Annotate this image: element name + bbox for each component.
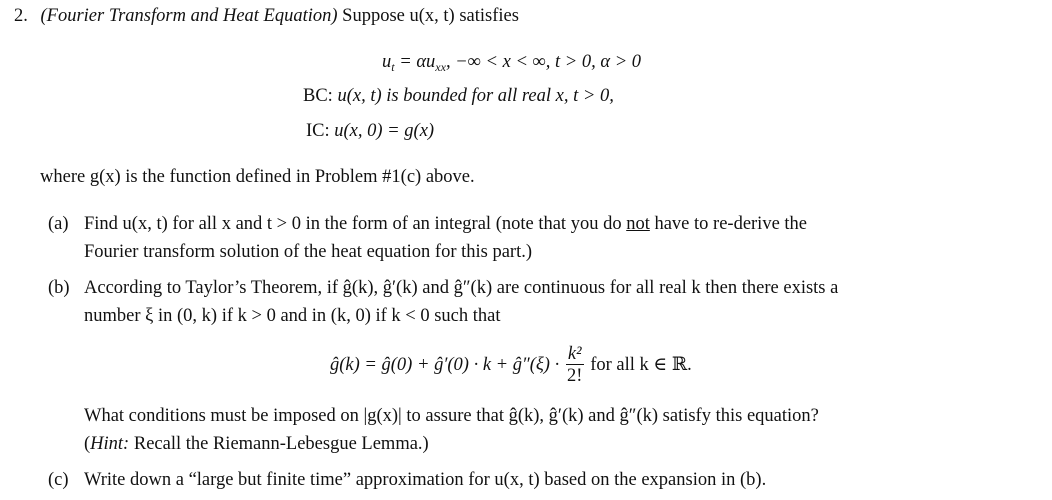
boundary-condition [303, 84, 614, 108]
taylor-tail: for all k ∈ ℝ. [590, 355, 692, 375]
part-b-line1: According to Taylor’s Theorem, if ĝ(k), ĝ′(k) and ĝ″(k) are continuous for all real k then there exists a [84, 278, 839, 298]
part-a-line1-pre: Find u(x, t) for all x and t > 0 in the form of an integral (note that you do [84, 214, 627, 234]
pde-lhs-sub: t [391, 60, 395, 74]
taylor-equation [330, 342, 692, 388]
bc-label: BC: [303, 86, 333, 106]
problem-header [14, 4, 519, 28]
part-c-text: Write down a “large but finite time” approximation for u(x, t) based on the expansion in (b). [84, 470, 767, 490]
part-a-label: (a) [48, 214, 69, 234]
taylor-fraction [566, 344, 584, 387]
where-text: where g(x) is the function defined in Problem #1(c) above. [40, 167, 475, 187]
problem-intro: Suppose u(x, t) satisfies [342, 6, 519, 26]
part-a-not: not [626, 214, 650, 234]
part-b-line3: What conditions must be imposed on |g(x)| to assure that ĝ(k), ĝ′(k) and ĝ″(k) satisfy this equation? [84, 406, 819, 426]
part-a-line2: Fourier transform solution of the heat equation for this part.) [84, 242, 533, 262]
part-b-hint: (Hint: Recall the Riemann-Lebesgue Lemma.) [84, 434, 429, 454]
part-a-line1-post: have to re-derive the [649, 214, 808, 234]
taylor-denominator: 2! [567, 366, 583, 387]
pde-rhs: = αu [399, 52, 436, 72]
pde-conditions: , −∞ < x < ∞, t > 0, α > 0 [445, 52, 642, 72]
taylor-numerator: k² [567, 344, 582, 365]
bc-text: u(x, t) is bounded for all real x, t > 0, [337, 86, 614, 106]
taylor-expression: ĝ(k) = ĝ(0) + ĝ′(0) · k + ĝ″(ξ) · [330, 355, 560, 375]
part-b-line2: number ξ in (0, k) if k > 0 and in (k, 0) if k < 0 such that [84, 306, 501, 326]
part-a-line1 [84, 212, 807, 236]
pde-equation [382, 50, 641, 79]
ic-label: IC: [306, 121, 330, 141]
hint-text: Recall the Riemann-Lebesgue Lemma.) [129, 434, 429, 454]
part-c-label: (c) [48, 470, 69, 490]
pde-rhs-sub: xx [435, 60, 446, 74]
problem-number: 2. [14, 6, 28, 26]
hint-label: Hint: [90, 434, 130, 454]
part-b-label: (b) [48, 278, 70, 298]
pde-lhs: u [382, 52, 392, 72]
ic-text: u(x, 0) = g(x) [334, 121, 435, 141]
problem-title: (Fourier Transform and Heat Equation) [40, 6, 338, 26]
initial-condition [306, 119, 434, 143]
